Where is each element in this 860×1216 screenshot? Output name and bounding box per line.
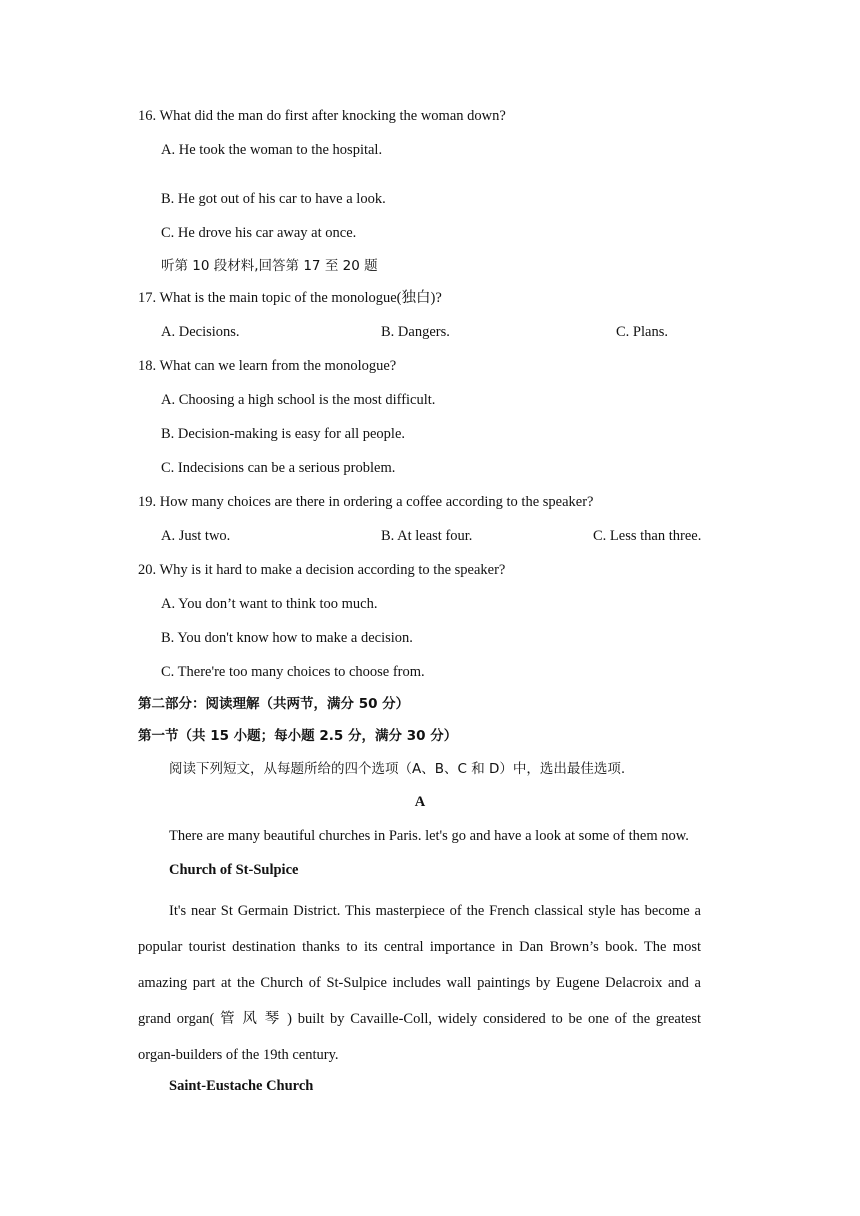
instructions: 阅读下列短文，从每题所给的四个选项（A、B、C 和 D）中，选出最佳选项. — [169, 761, 626, 777]
q17-option-c: C. Plans. — [616, 324, 668, 340]
part2-heading: 第二部分：阅读理解（共两节，满分 50 分） — [138, 696, 410, 712]
q17-stem: 17. What is the main topic of the monologue(独白)? — [138, 290, 442, 306]
q20-option-c: C. There're too many choices to choose from. — [161, 664, 425, 680]
q19-option-c: C. Less than three. — [593, 528, 702, 544]
q20-option-a: A. You don’t want to think too much. — [161, 596, 378, 612]
q17-option-a: A. Decisions. — [161, 324, 240, 340]
q18-option-b: B. Decision-making is easy for all people. — [161, 426, 406, 442]
q16-option-a: A. He took the woman to the hospital. — [161, 142, 383, 158]
q20-option-b: B. You don't know how to make a decision. — [161, 630, 413, 646]
church1-paragraph: It's near St Germain District. This masterpiece of the French classical style has become a popular tourist destination thanks to its central importance in Dan Brown’s book. The most amazing part at the Church of St-Sulpice includes wall paintings by Eugene Delacroix and a grand organ( 管 风 琴 ) built by Cavaille-Coll, widely considered to be one of the greatest organ-builders of the 19th century. — [138, 903, 701, 1063]
church2-title: Saint-Eustache Church — [169, 1078, 314, 1094]
q16-option-c: C. He drove his car away at once. — [161, 225, 357, 241]
q19-stem: 19. How many choices are there in ordering a coffee according to the speaker? — [138, 494, 594, 510]
section10-note: 听第 10 段材料,回答第 17 至 20 题 — [161, 258, 378, 274]
passage-intro: There are many beautiful churches in Paris. let's go and have a look at some of them now. — [169, 828, 689, 844]
q19-option-a: A. Just two. — [161, 528, 231, 544]
q19-option-b: B. At least four. — [381, 528, 473, 544]
q18-stem: 18. What can we learn from the monologue? — [138, 358, 397, 374]
q20-stem: 20. Why is it hard to make a decision according to the speaker? — [138, 562, 506, 578]
q18-option-c: C. Indecisions can be a serious problem. — [161, 460, 396, 476]
q18-option-a: A. Choosing a high school is the most difficult. — [161, 392, 436, 408]
church1-title: Church of St-Sulpice — [169, 862, 299, 878]
q17-option-b: B. Dangers. — [381, 324, 450, 340]
section1-heading: 第一节（共 15 小题；每小题 2.5 分，满分 30 分） — [138, 728, 458, 744]
q16-stem: 16. What did the man do first after knocking the woman down? — [138, 108, 506, 124]
passage-letter: A — [414, 794, 426, 810]
q16-option-b: B. He got out of his car to have a look. — [161, 191, 386, 207]
